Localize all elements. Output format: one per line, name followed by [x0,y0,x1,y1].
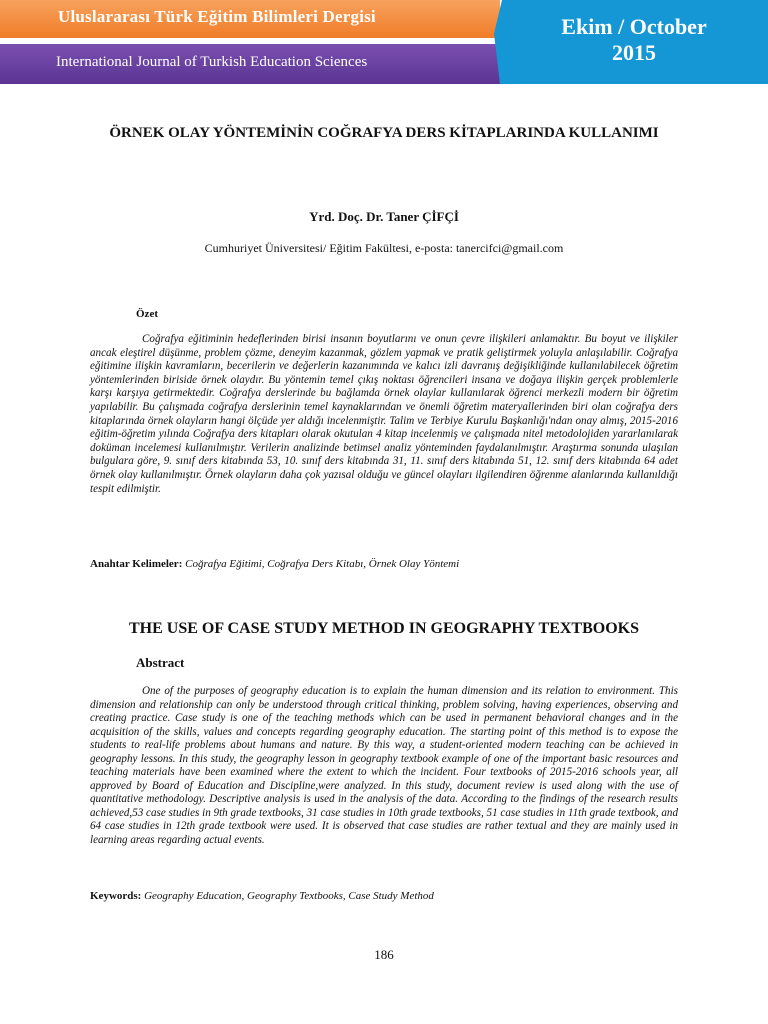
abstract-paragraph: One of the purposes of geography education is to explain the human dimension and its relation to environment. This dimension and relationship can only be understood through critical thinking, problem solving, having experiences, observing and creating practice. Case study is one of the teaching methods which can be used in permanent behavioral changes and in the acquisition of the skills, values and concepts regarding geography education. The starting point of this method is to expose the students to real-life problems about humans and nature. By this way, a student-oriented modern teaching can be achieved in geography lessons. In this study, the geography lesson in geography textbook example of one of the important basic resources and teaching materials have been examined where the extent to which the incident. Four textbooks of 2015-2016 schools year, all approved by Board of Education and Discipline,were analyzed. In this study, document review is used along with the use of quantitative methodology. Descriptive analysis is used in the analysis of the data. According to the findings of the research results achieved,53 case studies in 9th grade textbooks, 31 case studies in 10th grade textbooks, 51 case studies in 11th grade textbook, and 64 case studies in 12th grade textbook were used. It is observed that case studies are rather textual and they are mainly used in learning areas regarding actual events. [90,685,678,846]
abstract-heading: Abstract [136,655,185,670]
author-affiliation: Cumhuriyet Üniversitesi/ Eğitim Fakültesi, e-posta: tanercifci@gmail.com [204,241,564,255]
issue-date-month: Ekim / October [561,14,707,39]
issue-date-year: 2015 [612,40,656,65]
keywords-tr-label: Anahtar Kelimeler: [90,558,183,570]
keywords-en [90,890,434,902]
page-number: 186 [374,947,394,962]
article-title-en: THE USE OF CASE STUDY METHOD IN GEOGRAPHY TEXTBOOKS [128,620,639,637]
journal-title-en: International Journal of Turkish Education Sciences [56,54,368,70]
author-name: Yrd. Doç. Dr. Taner ÇİFÇİ [309,209,459,224]
ozet-heading: Özet [136,308,158,320]
keywords-en-text: Geography Education, Geography Textbooks, Case Study Method [144,890,434,902]
keywords-tr-text: Coğrafya Eğitimi, Coğrafya Ders Kitabı, Örnek Olay Yöntemi [185,558,460,570]
article-title-tr: ÖRNEK OLAY YÖNTEMİNİN COĞRAFYA DERS KİTAPLARINDA KULLANIMI [109,125,659,141]
journal-title-tr: Uluslararası Türk Eğitim Bilimleri Dergisi [58,7,376,26]
keywords-en-label: Keywords: [90,890,142,902]
ozet-paragraph: Coğrafya eğitiminin hedeflerinden birisi insanın boyutlarını ve onun çevre ilişkileri anlamaktır. Bu boyut ve ilişkiler ancak eleştirel düşünme, problem çözme, deneyim kazanmak, gözlem yapmak ve pratik geliştirmek yoluyla anlaşılabilir. Coğrafya eğitimine ilişkin kavramların, becerilerin ve değerlerin kazanımında ve kalıcı izli davranış değişikliğinde kullanılabilecek öğretim yöntemlerinden biriside örnek olaydır. Bu yöntemin temel çıkış noktası öğrencileri insana ve doğaya ilişkin gerçek problemlerle karşı karşıya getirmektedir. Coğrafya derslerinde bu bağlamda örnek olaylar kullanılarak öğrenci merkezli modern bir öğretim yapılabilir. Bu çalışmada coğrafya derslerinin temel kaynaklarından ve önemli öğretim materyallerinden biri olan coğrafya ders kitaplarında örnek olayların hangi ölçüde yer aldığı incelenmiştir. Talim ve Terbiye Kurulu Başkanlığı'ndan onay almış, 2015-2016 eğitim-öğretim yılında Coğrafya ders kitapları olarak okutulan 4 kitap incelenmiş ve çalışmada nitel metodolojiden yararlanılarak doküman incelemesi kullanılmıştır. Verilerin analizinde betimsel analiz yönteminden faydalanılmıştır. Araştırma sonunda ulaşılan bulgulara göre, 9. sınıf ders kitabında 53, 10. sınıf ders kitabında 31, 11. sınıf ders kitabında 51, 12. sınıf ders kitabında 64 adet örnek olay kullanılmıştır. Örnek olayların daha çok yazısal olduğu ve güncel olayları ilgilendiren öğrenme alanlarında kullanıldığı tespit edilmiştir. [90,333,678,495]
keywords-tr [90,558,459,570]
issue-date [500,14,768,66]
